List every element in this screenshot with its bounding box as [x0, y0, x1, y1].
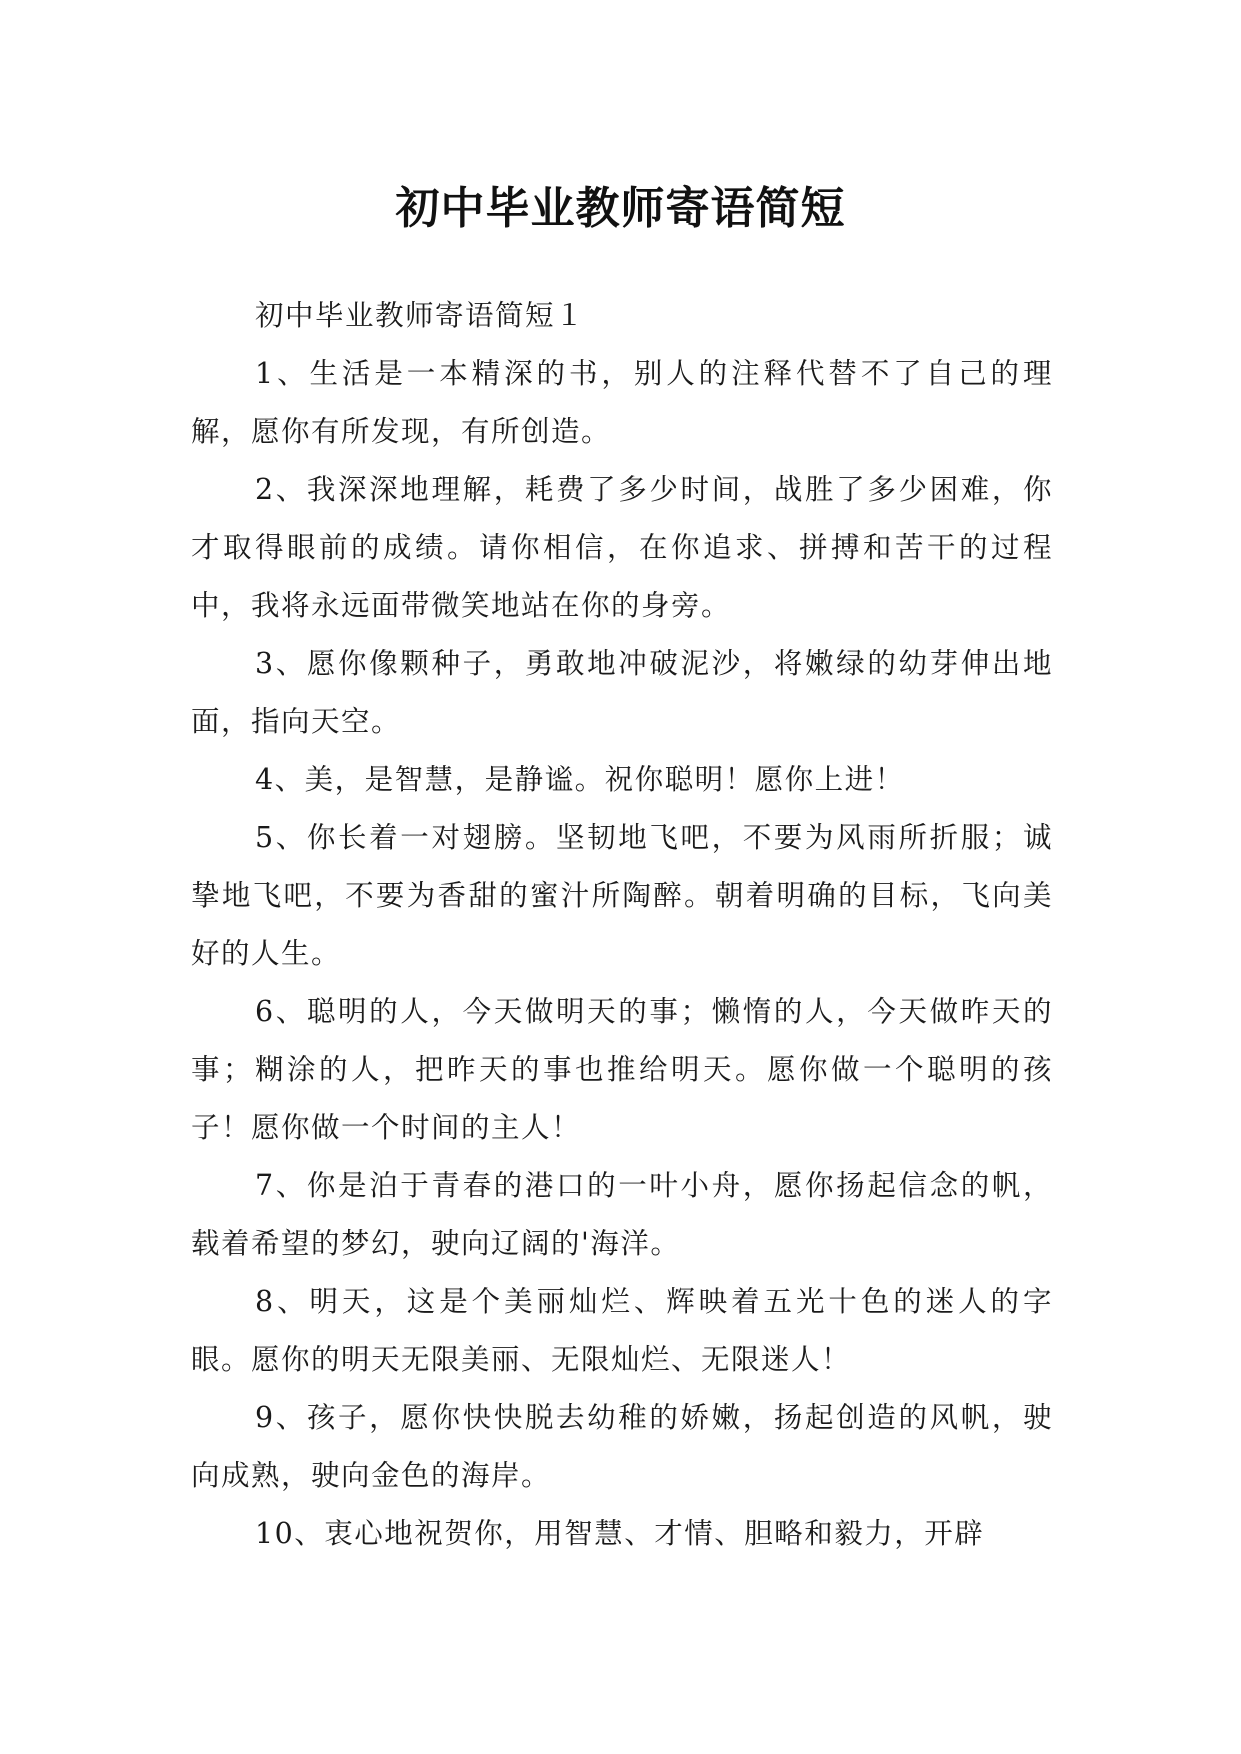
document-body	[191, 287, 1053, 1563]
paragraph: 2、我深深地理解，耗费了多少时间，战胜了多少困难，你才取得眼前的成绩。请你相信，在你追求、拼搏和苦干的过程中，我将永远面带微笑地站在你的身旁。	[191, 473, 1053, 622]
section-heading: 初中毕业教师寄语简短１	[255, 299, 586, 332]
paragraph: 9、孩子，愿你快快脱去幼稚的娇嫩，扬起创造的风帆，驶向成熟，驶向金色的海岸。	[191, 1401, 1053, 1492]
paragraph: 1、生活是一本精深的书，别人的注释代替不了自己的理解，愿你有所发现，有所创造。	[191, 357, 1053, 448]
paragraph: 6、聪明的人，今天做明天的事；懒惰的人，今天做昨天的事；糊涂的人，把昨天的事也推给明天。愿你做一个聪明的孩子！愿你做一个时间的主人！	[191, 995, 1053, 1144]
paragraph: 4、美，是智慧，是静谧。祝你聪明！愿你上进！	[255, 763, 905, 796]
paragraph: 8、明天，这是个美丽灿烂、辉映着五光十色的迷人的字眼。愿你的明天无限美丽、无限灿烂、无限迷人！	[191, 1285, 1053, 1376]
paragraph: 5、你长着一对翅膀。坚韧地飞吧，不要为风雨所折服；诚挚地飞吧，不要为香甜的蜜汁所陶醉。朝着明确的目标，飞向美好的人生。	[191, 821, 1053, 970]
paragraph: 3、愿你像颗种子，勇敢地冲破泥沙，将嫩绿的幼芽伸出地面，指向天空。	[191, 647, 1053, 738]
paragraph: 10、衷心地祝贺你，用智慧、才情、胆略和毅力，开辟	[255, 1517, 985, 1550]
document-title: 初中毕业教师寄语简短	[395, 183, 846, 235]
paragraph: 7、你是泊于青春的港口的一叶小舟，愿你扬起信念的帆，载着希望的梦幻，驶向辽阔的'海洋。	[191, 1169, 1053, 1260]
